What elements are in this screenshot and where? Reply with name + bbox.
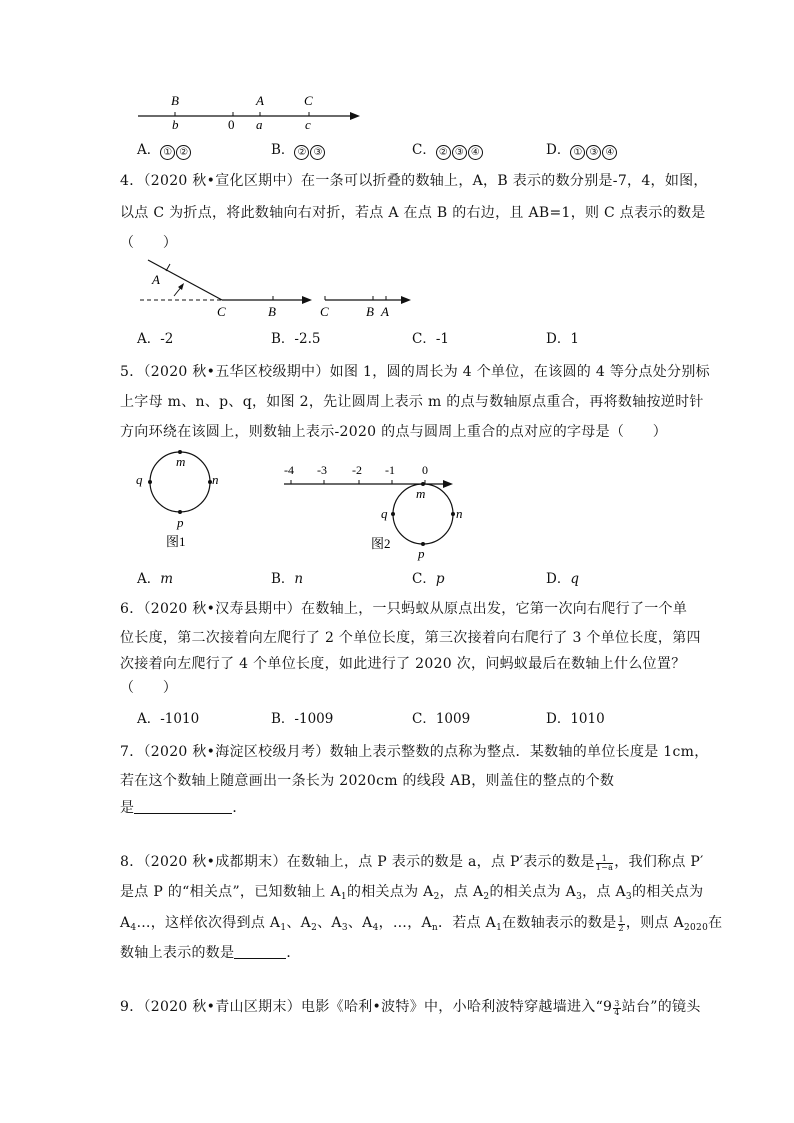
q3-option-a[interactable] (137, 141, 192, 160)
label-q: q (136, 472, 143, 487)
label-C2: C (320, 304, 329, 319)
subscript: 2 (433, 892, 440, 902)
label-m: m (176, 454, 186, 469)
q5-option-c[interactable] (412, 570, 445, 588)
text: 数轴上表示的数是 (120, 945, 235, 961)
q7-line-1: 7．（2020 秋•海淀区校级月考）数轴上表示整数的点称为整点．某数轴的单位长度是 1cm， (120, 744, 709, 760)
point-q (148, 480, 152, 484)
label-B2: B (366, 304, 374, 319)
q4-option-b[interactable]: B．-2.5 (271, 331, 321, 347)
fraction (618, 916, 625, 933)
circled-number: ② (294, 145, 309, 160)
q7-line-3 (120, 798, 247, 818)
q6-line-1: 6．（2020 秋•汉寿县期中）在数轴上，一只蚂蚁从原点出发，它第一次向右爬行了一个单 (120, 601, 688, 617)
subscript: 1 (280, 923, 287, 933)
subscript: 3 (576, 892, 583, 902)
subscript: 2 (483, 892, 490, 902)
tick-label: 0 (422, 463, 428, 477)
option-letter: B． (271, 571, 295, 587)
subscript: 1 (496, 923, 503, 933)
label-n: n (212, 472, 219, 487)
label-C: C (217, 304, 226, 319)
caption-fig2: 图2 (371, 536, 391, 551)
numerator: 3 (614, 999, 620, 1008)
axis-arrow (443, 480, 453, 488)
text: ，我们称点 P′ (614, 854, 704, 870)
text: ． (232, 800, 247, 816)
tick-A-folded (166, 264, 170, 271)
q3-option-c[interactable] (412, 141, 484, 160)
text: 的相关点为 A (346, 884, 434, 900)
circled-number: ① (570, 145, 585, 160)
text: 的相关点为 A (489, 884, 577, 900)
q5-line-1: 5．（2020 秋•五华区校级期中）如图 1，圆的周长为 4 个单位，在该圆的 4 等分点处分别标 (120, 364, 710, 380)
label-n: n (456, 506, 463, 521)
q5-figure-1 (130, 448, 240, 553)
q6-option-a[interactable]: A．-1010 (137, 711, 200, 727)
text: ，则点 A (625, 915, 684, 931)
q4-option-a[interactable]: A．-2 (137, 331, 174, 347)
q9-line-1 (120, 997, 701, 1017)
text: 、A (317, 915, 342, 931)
tick-label: -1 (385, 463, 395, 477)
label-a: a (256, 117, 263, 132)
circled-number: ③ (452, 145, 467, 160)
option-value: m (160, 571, 174, 587)
text: 9．（2020 秋•青山区期末）电影《哈利•波特》中，小哈利波特穿越墙进入“9 (120, 999, 613, 1015)
option-letter: C． (412, 142, 436, 158)
option-letter: C． (412, 571, 436, 587)
label-m: m (416, 486, 426, 501)
q8-line-2 (120, 882, 703, 907)
subscript: 3 (625, 892, 632, 902)
tick-label: -4 (284, 463, 294, 477)
q5-option-b[interactable] (271, 570, 303, 588)
circled-number: ② (436, 145, 451, 160)
subscript: 2 (311, 923, 318, 933)
label-0: 0 (228, 117, 235, 132)
q8-line-3 (120, 913, 722, 938)
text: 、A (286, 915, 312, 931)
denominator: 4 (614, 1008, 620, 1017)
text: ，点 A (439, 884, 484, 900)
axis-arrow (350, 112, 360, 120)
q5-line-2: 上字母 m、n、p、q，如图 2，先让圆周上表示 m 的点与数轴原点重合，再将数轴按逆时针 (120, 394, 704, 410)
point-p (178, 510, 182, 514)
option-value: q (570, 571, 579, 587)
q8-line-4 (120, 943, 301, 963)
circled-number: ② (176, 145, 191, 160)
label-A: A (152, 272, 160, 287)
label-c: c (305, 117, 311, 132)
text: ，点 A (582, 884, 626, 900)
denominator: 2 (618, 924, 624, 933)
denominator: 1−a (595, 863, 614, 872)
option-letter: A． (137, 142, 161, 158)
text: ． (286, 945, 301, 961)
q4-option-d[interactable]: D．1 (546, 331, 579, 347)
tick-label: -3 (317, 463, 327, 477)
q5-figure-2 (276, 458, 476, 568)
fraction (596, 855, 613, 872)
q6-line-2: 位长度，第二次接着向左爬行了 2 个单位长度，第三次接着向右爬行了 3 个单位长度，第四 (120, 630, 701, 646)
q6-line-3: 次接着向左爬行了 4 个单位长度，如此进行了 2020 次，问蚂蚁最后在数轴上什么位置？ (120, 656, 686, 672)
subscript: n (431, 923, 439, 933)
label-A2: A (381, 304, 389, 319)
text: 、A (347, 915, 373, 931)
circled-number: ① (160, 145, 175, 160)
option-letter: B． (271, 142, 295, 158)
q7-line-2: 若在这个数轴上随意画出一条长为 2020cm 的线段 AB，则盖住的整点的个数 (120, 773, 615, 789)
text: 是点 P 的“相关点”，已知数轴上 A (120, 884, 341, 900)
q8-line-1 (120, 852, 704, 872)
fold-arrowhead (178, 283, 184, 290)
option-value: n (294, 571, 304, 587)
label-B: B (171, 93, 179, 108)
answer-blank[interactable] (234, 944, 286, 959)
numerator: 1 (596, 855, 613, 864)
fraction (613, 1000, 620, 1017)
circled-number: ③ (310, 145, 325, 160)
subscript: 4 (372, 923, 379, 933)
caption-fig1: 图1 (166, 534, 186, 549)
q5-option-a[interactable] (137, 570, 173, 588)
text: 站台”的镜头 (621, 999, 701, 1015)
option-value: p (435, 571, 445, 587)
label-q: q (381, 506, 388, 521)
text: 是 (120, 800, 135, 816)
subscript: 1 (340, 892, 347, 902)
text: 的相关点为 (631, 884, 704, 900)
option-letter: D． (546, 142, 571, 158)
subscript: 2020 (683, 923, 709, 933)
option-letter: A． (137, 571, 161, 587)
text: ．若点 A (438, 915, 497, 931)
text: 8．（2020 秋•成都期末）在数轴上，点 P 表示的数是 a，点 P′表示的数是 (120, 854, 595, 870)
text: 在 (708, 915, 723, 931)
q3-option-b[interactable] (271, 141, 326, 160)
circled-number: ④ (602, 145, 617, 160)
q4-fold-figure (130, 252, 430, 320)
subscript: 3 (341, 923, 348, 933)
label-p: p (418, 546, 425, 561)
label-A: A (256, 93, 264, 108)
axis-arrow (302, 296, 312, 304)
q5-option-d[interactable] (546, 570, 579, 588)
option-letter: D． (546, 571, 571, 587)
tick-label: -2 (352, 463, 362, 477)
q6-paren: （ ） (120, 680, 178, 696)
q4-option-c[interactable]: C．-1 (412, 331, 449, 347)
subscript: 4 (130, 923, 137, 933)
label-b: b (172, 117, 179, 132)
q4-line-2: 以点 C 为折点，将此数轴向右对折，若点 A 在点 B 的右边，且 AB=1，则 C 点表示的数是 (120, 205, 706, 221)
label-C: C (304, 93, 313, 108)
numerator: 1 (618, 915, 624, 924)
q5-line-3: 方向环绕在该圆上，则数轴上表示-2020 的点与圆周上重合的点对应的字母是（ ） (120, 424, 668, 440)
label-B: B (268, 304, 276, 319)
text: …，这样依次得到点 A (136, 915, 281, 931)
point-n (451, 512, 455, 516)
q6-option-c[interactable]: C．1009 (412, 711, 471, 727)
text: ，…，A (378, 915, 432, 931)
circled-number: ③ (586, 145, 601, 160)
circled-number: ④ (468, 145, 483, 160)
q3-option-d[interactable] (546, 141, 618, 160)
answer-blank[interactable] (134, 799, 232, 814)
q6-option-d[interactable]: D．1010 (546, 711, 605, 727)
q3-number-line-figure (130, 88, 370, 132)
axis-arrow-second (401, 296, 411, 304)
q4-line-1: 4．（2020 秋•宣化区期中）在一条可以折叠的数轴上，A，B 表示的数分别是-7，4，如图， (120, 173, 708, 189)
q6-option-b[interactable]: B．-1009 (271, 711, 334, 727)
text: 在数轴表示的数是 (502, 915, 617, 931)
label-p: p (177, 515, 184, 530)
point-q (391, 512, 395, 516)
text: A (120, 915, 131, 931)
q4-paren: （ ） (120, 235, 178, 251)
